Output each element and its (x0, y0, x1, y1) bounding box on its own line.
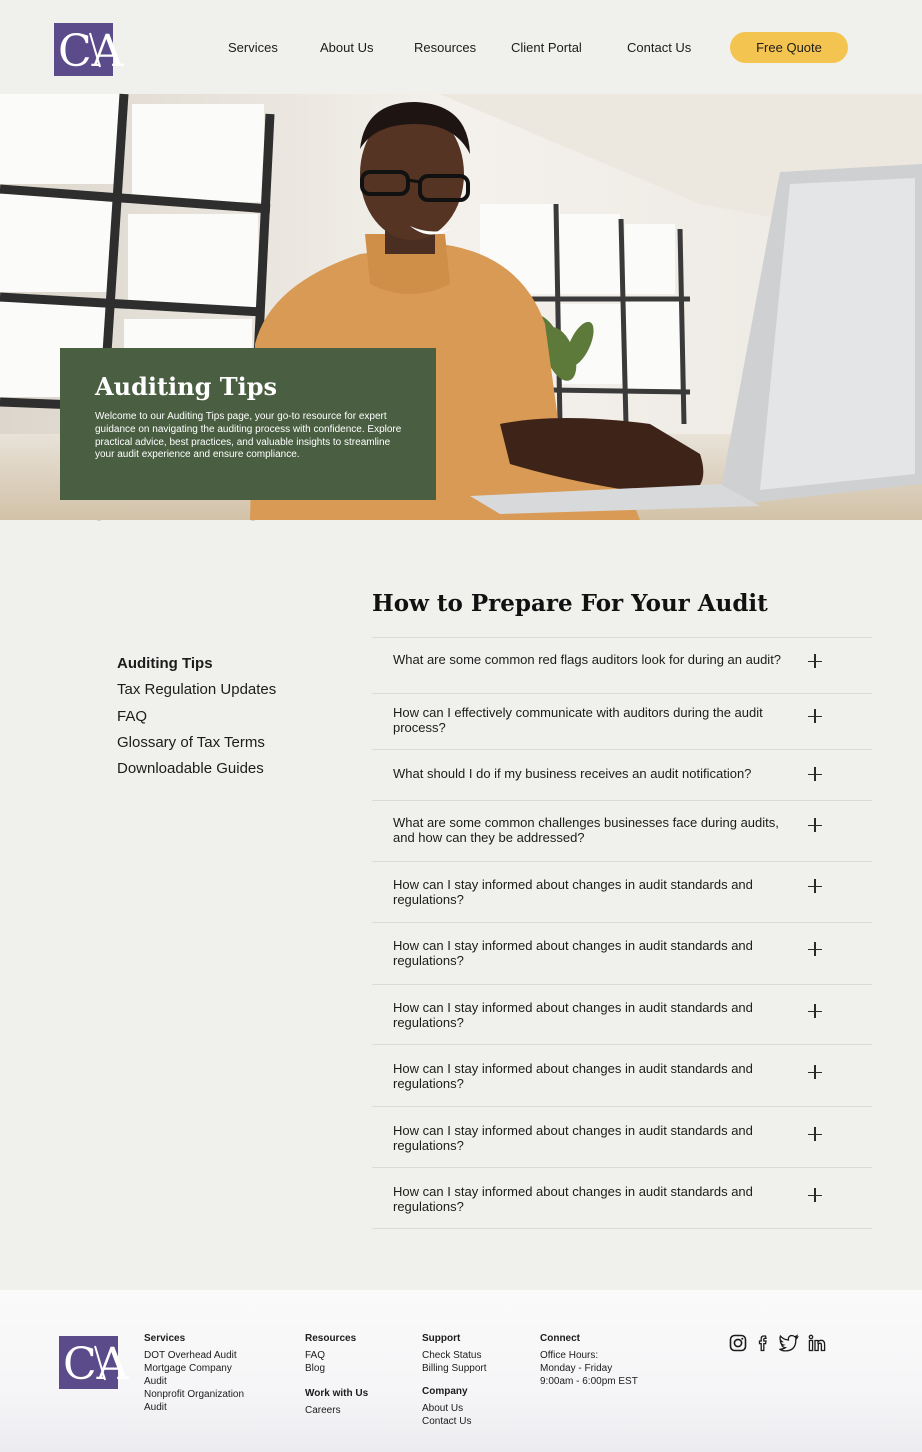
faq-question: What are some common challenges businesses face during audits, and how can they be addressed? (393, 815, 779, 846)
office-times: 9:00am - 6:00pm EST (540, 1376, 638, 1387)
footer-link-mortgage-company-audit[interactable]: Mortgage Company Audit (144, 1363, 232, 1387)
plus-icon[interactable] (808, 1065, 822, 1079)
faq-item[interactable] (372, 693, 872, 749)
logo-monogram-icon (59, 1336, 129, 1390)
plus-icon[interactable] (808, 709, 822, 723)
footer-work-heading: Work with Us (305, 1388, 369, 1399)
footer-link-contact-us[interactable]: Contact Us (422, 1416, 472, 1427)
office-days: Monday - Friday (540, 1363, 613, 1374)
footer-company-column (422, 1385, 471, 1428)
plus-icon[interactable] (808, 879, 822, 893)
sidebar-item-auditing-tips[interactable]: Auditing Tips (117, 655, 213, 672)
sidebar-item-tax-regulation-updates[interactable]: Tax Regulation Updates (117, 681, 277, 699)
logo-monogram-icon (54, 23, 124, 77)
faq-question: What are some common red flags auditors look for during an audit? (393, 652, 782, 667)
footer-connect-heading: Connect (540, 1333, 580, 1344)
nav-about-us[interactable]: About Us (320, 40, 374, 55)
facebook-icon[interactable] (754, 1334, 772, 1352)
footer-company-heading: Company (422, 1386, 468, 1397)
footer-services-column (144, 1332, 266, 1414)
plus-icon[interactable] (808, 767, 822, 781)
faq-question: How can I effectively communicate with auditors during the audit process? (393, 705, 763, 736)
hero-description: Welcome to our Auditing Tips page, your go-to resource for expert guidance on navigating the auditing process with confidence. Explore practical advice, best practices, and valuable insights to streamline your audit experience and ensure compliance. (95, 411, 402, 461)
sidebar-item-downloadable-guides[interactable]: Downloadable Guides (117, 760, 264, 778)
faq-question: How can I stay informed about changes in audit standards and regulations? (393, 1184, 753, 1215)
instagram-icon[interactable] (729, 1334, 747, 1352)
footer-work-column (305, 1387, 368, 1417)
faq-item[interactable] (372, 1106, 872, 1167)
footer-link-billing-support[interactable]: Billing Support (422, 1363, 487, 1374)
office-hours-label: Office Hours: (540, 1350, 599, 1361)
faq-heading: How to Prepare For Your Audit (372, 590, 768, 617)
footer-connect-column (540, 1332, 638, 1388)
resources-sidebar (117, 651, 276, 782)
plus-icon[interactable] (808, 1127, 822, 1141)
plus-icon[interactable] (808, 818, 822, 832)
faq-item[interactable] (372, 637, 872, 693)
faq-question: How can I stay informed about changes in audit standards and regulations? (393, 1123, 753, 1154)
sidebar-item-glossary[interactable]: Glossary of Tax Terms (117, 733, 265, 751)
footer-logo[interactable] (59, 1336, 129, 1390)
plus-icon[interactable] (808, 1188, 822, 1202)
nav-client-portal[interactable]: Client Portal (511, 40, 582, 55)
faq-item[interactable] (372, 1167, 872, 1229)
faq-item[interactable] (372, 800, 872, 861)
footer-link-check-status[interactable]: Check Status (422, 1350, 482, 1361)
company-logo[interactable] (54, 23, 124, 77)
free-quote-button[interactable]: Free Quote (730, 32, 848, 63)
faq-question: How can I stay informed about changes in audit standards and regulations? (393, 877, 753, 908)
svg-text:CA: CA (63, 1339, 129, 1390)
hero-banner (0, 94, 922, 520)
plus-icon[interactable] (808, 654, 822, 668)
nav-services[interactable]: Services (228, 40, 278, 55)
footer-services-heading: Services (144, 1333, 186, 1344)
footer-link-dot-overhead-audit[interactable]: DOT Overhead Audit (144, 1350, 237, 1361)
linkedin-icon[interactable] (808, 1334, 826, 1352)
faq-item[interactable] (372, 749, 872, 800)
site-header (0, 0, 922, 94)
footer-link-careers[interactable]: Careers (305, 1405, 341, 1416)
footer-resources-heading: Resources (305, 1333, 357, 1344)
svg-text:CA: CA (58, 26, 124, 77)
hero-intro-card (60, 348, 436, 500)
site-footer (0, 1290, 922, 1452)
faq-question: How can I stay informed about changes in audit standards and regulations? (393, 1000, 753, 1031)
footer-link-blog[interactable]: Blog (305, 1363, 326, 1374)
sidebar-item-faq[interactable]: FAQ (117, 707, 148, 725)
faq-question: How can I stay informed about changes in audit standards and regulations? (393, 938, 753, 969)
faq-item[interactable] (372, 984, 872, 1044)
footer-link-about-us[interactable]: About Us (422, 1403, 464, 1414)
footer-link-nonprofit-audit[interactable]: Nonprofit Organization Audit (144, 1389, 245, 1413)
faq-question: What should I do if my business receives an audit notification? (393, 766, 752, 781)
faq-item[interactable] (372, 861, 872, 922)
twitter-icon[interactable] (778, 1334, 799, 1352)
footer-support-column (422, 1332, 486, 1375)
nav-resources[interactable]: Resources (414, 40, 477, 55)
footer-support-heading: Support (422, 1333, 461, 1344)
plus-icon[interactable] (808, 942, 822, 956)
footer-resources-column (305, 1332, 356, 1375)
nav-contact-us[interactable]: Contact Us (627, 40, 692, 55)
hero-title: Auditing Tips (95, 372, 278, 401)
footer-link-faq[interactable]: FAQ (305, 1350, 326, 1361)
faq-item[interactable] (372, 922, 872, 984)
plus-icon[interactable] (808, 1004, 822, 1018)
faq-item[interactable] (372, 1044, 872, 1106)
faq-question: How can I stay informed about changes in audit standards and regulations? (393, 1061, 753, 1092)
